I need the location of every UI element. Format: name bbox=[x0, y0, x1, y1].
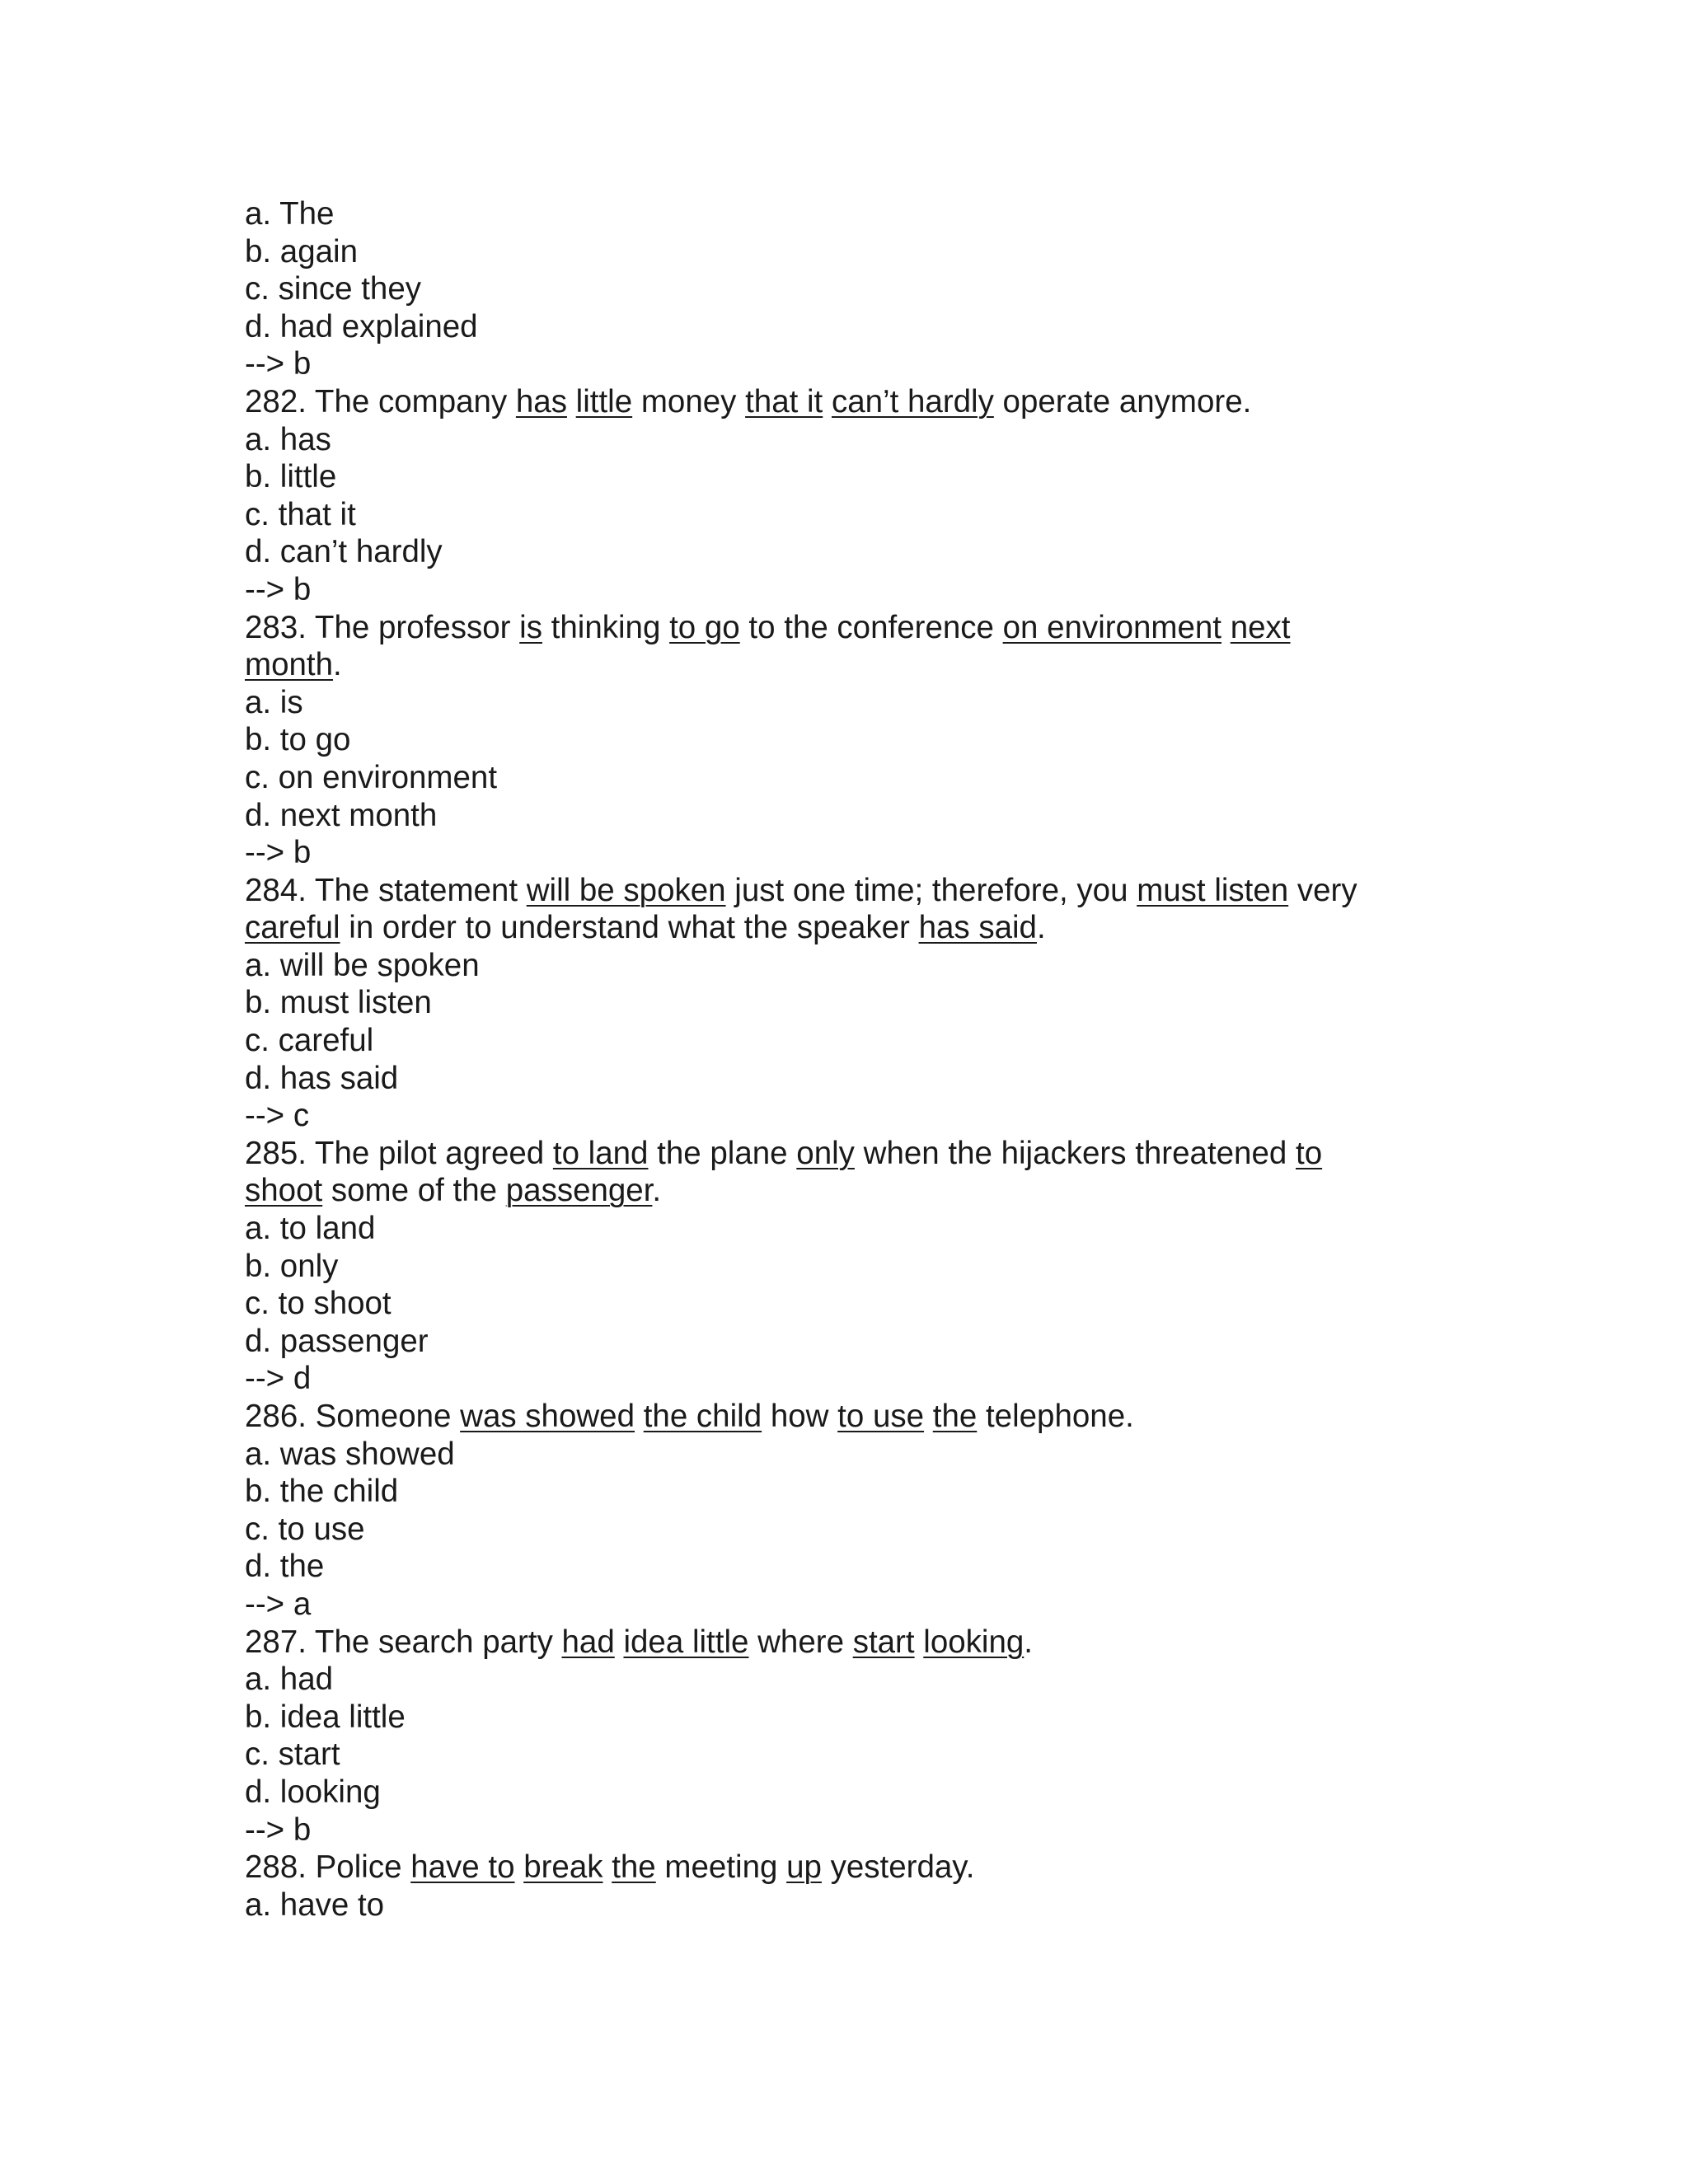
text-segment: just one time; therefore, you bbox=[725, 872, 1137, 908]
text-segment: 285. The pilot agreed bbox=[245, 1135, 553, 1171]
text-segment bbox=[1221, 610, 1231, 645]
text-segment: b. little bbox=[245, 459, 337, 495]
text-line bbox=[245, 759, 1481, 797]
text-line bbox=[245, 909, 1481, 947]
text-segment bbox=[915, 1624, 924, 1660]
text-line bbox=[245, 684, 1481, 722]
underlined-phrase: have to bbox=[410, 1849, 515, 1886]
text-segment: d. had explained bbox=[245, 308, 478, 344]
text-segment: --> b bbox=[245, 571, 312, 607]
text-segment: operate anymore. bbox=[993, 383, 1252, 419]
text-line bbox=[245, 1624, 1481, 1661]
text-segment: the plane bbox=[648, 1135, 797, 1171]
text-line bbox=[245, 1172, 1481, 1210]
underlined-phrase: to use bbox=[837, 1399, 925, 1434]
text-segment: c. careful bbox=[245, 1023, 374, 1059]
underlined-phrase: the bbox=[612, 1849, 656, 1886]
text-segment: b. the child bbox=[245, 1474, 399, 1510]
text-line bbox=[245, 496, 1481, 534]
underlined-phrase: had bbox=[561, 1624, 615, 1660]
underlined-phrase: shoot bbox=[245, 1173, 323, 1209]
text-line bbox=[245, 1774, 1481, 1811]
text-segment: meeting bbox=[655, 1849, 787, 1886]
underlined-phrase: passenger bbox=[505, 1173, 653, 1209]
text-segment: . bbox=[333, 647, 342, 683]
text-segment: --> b bbox=[245, 835, 312, 871]
text-line bbox=[245, 1699, 1481, 1736]
text-line bbox=[245, 458, 1481, 496]
underlined-phrase: that it bbox=[745, 383, 823, 419]
text-line bbox=[245, 721, 1481, 759]
text-segment: d. next month bbox=[245, 797, 438, 833]
text-segment: c. start bbox=[245, 1736, 340, 1773]
underlined-phrase: will be spoken bbox=[526, 872, 726, 908]
text-line bbox=[245, 1022, 1481, 1060]
text-segment: thinking bbox=[542, 609, 670, 645]
text-segment: yesterday. bbox=[821, 1849, 975, 1886]
underlined-phrase: to go bbox=[669, 609, 740, 645]
text-segment: c. that it bbox=[245, 496, 356, 532]
text-line bbox=[245, 1135, 1481, 1173]
text-line bbox=[245, 646, 1481, 684]
text-segment: --> b bbox=[245, 1811, 312, 1848]
text-segment: 284. The statement bbox=[245, 872, 527, 908]
underlined-phrase: up bbox=[786, 1849, 822, 1886]
text-line bbox=[245, 533, 1481, 571]
text-segment: how bbox=[762, 1399, 838, 1434]
text-line bbox=[245, 308, 1481, 346]
text-line bbox=[245, 1511, 1481, 1549]
text-line bbox=[245, 1398, 1481, 1436]
text-segment: b. must listen bbox=[245, 985, 432, 1021]
text-segment: 283. The professor bbox=[245, 609, 520, 645]
text-line bbox=[245, 233, 1481, 271]
underlined-phrase: to bbox=[1296, 1135, 1323, 1171]
text-segment bbox=[615, 1624, 624, 1660]
text-line bbox=[245, 834, 1481, 872]
text-segment: a. to land bbox=[245, 1211, 376, 1247]
underlined-phrase: the bbox=[932, 1399, 978, 1434]
text-segment: c. on environment bbox=[245, 759, 498, 795]
text-line bbox=[245, 1811, 1481, 1849]
text-segment bbox=[823, 384, 832, 419]
text-line bbox=[245, 1360, 1481, 1398]
text-segment: 288. Police bbox=[245, 1849, 411, 1886]
text-line bbox=[245, 947, 1481, 985]
text-line bbox=[245, 1586, 1481, 1624]
text-segment: to the conference bbox=[739, 609, 1003, 645]
underlined-phrase: break bbox=[523, 1849, 603, 1886]
text-segment: d. the bbox=[245, 1549, 325, 1585]
text-segment bbox=[514, 1849, 523, 1885]
underlined-phrase: little bbox=[575, 383, 633, 419]
text-line bbox=[245, 872, 1481, 910]
text-segment: b. idea little bbox=[245, 1699, 406, 1735]
text-line bbox=[245, 383, 1481, 421]
underlined-phrase: only bbox=[796, 1135, 855, 1171]
text-segment: . bbox=[652, 1173, 662, 1209]
text-line bbox=[245, 984, 1481, 1022]
text-line bbox=[245, 345, 1481, 383]
text-segment: c. to use bbox=[245, 1511, 365, 1547]
text-line bbox=[245, 270, 1481, 308]
text-segment: 287. The search party bbox=[245, 1624, 562, 1660]
underlined-phrase: start bbox=[852, 1624, 915, 1660]
text-line bbox=[245, 1285, 1481, 1323]
text-segment: telephone. bbox=[977, 1399, 1134, 1434]
text-line bbox=[245, 1248, 1481, 1286]
underlined-phrase: has bbox=[515, 383, 567, 419]
underlined-phrase: idea little bbox=[623, 1624, 749, 1660]
text-segment: --> a bbox=[245, 1586, 312, 1622]
text-line bbox=[245, 421, 1481, 459]
text-segment: money bbox=[632, 383, 746, 419]
underlined-phrase: was showed bbox=[460, 1399, 635, 1434]
underlined-phrase: the child bbox=[643, 1399, 762, 1434]
underlined-phrase: careful bbox=[245, 910, 340, 946]
text-line bbox=[245, 1473, 1481, 1511]
text-segment: some of the bbox=[322, 1173, 506, 1209]
underlined-phrase: next bbox=[1230, 609, 1291, 645]
text-segment: --> b bbox=[245, 346, 312, 382]
text-segment: a. have to bbox=[245, 1886, 385, 1923]
text-line bbox=[245, 1060, 1481, 1098]
text-segment: where bbox=[748, 1624, 853, 1660]
underlined-phrase: is bbox=[519, 609, 542, 645]
text-segment: b. again bbox=[245, 233, 359, 269]
underlined-phrase: month bbox=[245, 647, 334, 683]
document-body bbox=[245, 195, 1481, 1924]
text-line bbox=[245, 797, 1481, 835]
text-segment: --> d bbox=[245, 1361, 312, 1397]
text-segment: a. has bbox=[245, 421, 331, 457]
text-segment bbox=[635, 1399, 644, 1434]
text-line bbox=[245, 609, 1481, 647]
text-line bbox=[245, 195, 1481, 233]
text-segment: when the hijackers threatened bbox=[854, 1135, 1296, 1171]
text-line bbox=[245, 1210, 1481, 1248]
text-segment bbox=[924, 1399, 933, 1434]
text-segment: a. The bbox=[245, 196, 335, 232]
text-segment: very bbox=[1288, 872, 1357, 908]
text-segment: a. was showed bbox=[245, 1436, 455, 1472]
text-segment: . bbox=[1024, 1624, 1033, 1660]
text-segment: --> c bbox=[245, 1098, 310, 1134]
text-segment: d. passenger bbox=[245, 1323, 429, 1359]
text-segment bbox=[567, 384, 576, 419]
text-segment: a. will be spoken bbox=[245, 947, 480, 983]
text-line bbox=[245, 571, 1481, 609]
text-segment: c. since they bbox=[245, 271, 421, 307]
text-segment: a. is bbox=[245, 684, 303, 720]
text-segment: d. has said bbox=[245, 1060, 399, 1096]
text-segment: in order to understand what the speaker bbox=[340, 910, 919, 946]
text-segment: d. can’t hardly bbox=[245, 534, 443, 570]
text-segment bbox=[603, 1849, 612, 1885]
text-segment: b. to go bbox=[245, 722, 351, 758]
text-segment: 282. The company bbox=[245, 383, 516, 419]
underlined-phrase: must listen bbox=[1137, 872, 1289, 908]
text-line bbox=[245, 1323, 1481, 1361]
text-line bbox=[245, 1661, 1481, 1699]
underlined-phrase: has said bbox=[918, 910, 1037, 946]
text-line bbox=[245, 1849, 1481, 1886]
underlined-phrase: on environment bbox=[1002, 609, 1222, 645]
text-line bbox=[245, 1097, 1481, 1135]
text-segment: a. had bbox=[245, 1661, 334, 1698]
text-segment: . bbox=[1036, 910, 1046, 946]
underlined-phrase: to land bbox=[552, 1135, 649, 1171]
text-segment: d. looking bbox=[245, 1774, 381, 1810]
text-line bbox=[245, 1548, 1481, 1586]
underlined-phrase: looking bbox=[923, 1624, 1025, 1660]
underlined-phrase: can’t hardly bbox=[831, 383, 994, 419]
text-line bbox=[245, 1436, 1481, 1474]
text-line bbox=[245, 1886, 1481, 1924]
text-segment: b. only bbox=[245, 1248, 339, 1284]
text-line bbox=[245, 1736, 1481, 1774]
text-segment: 286. Someone bbox=[245, 1399, 461, 1434]
text-segment: c. to shoot bbox=[245, 1286, 392, 1322]
